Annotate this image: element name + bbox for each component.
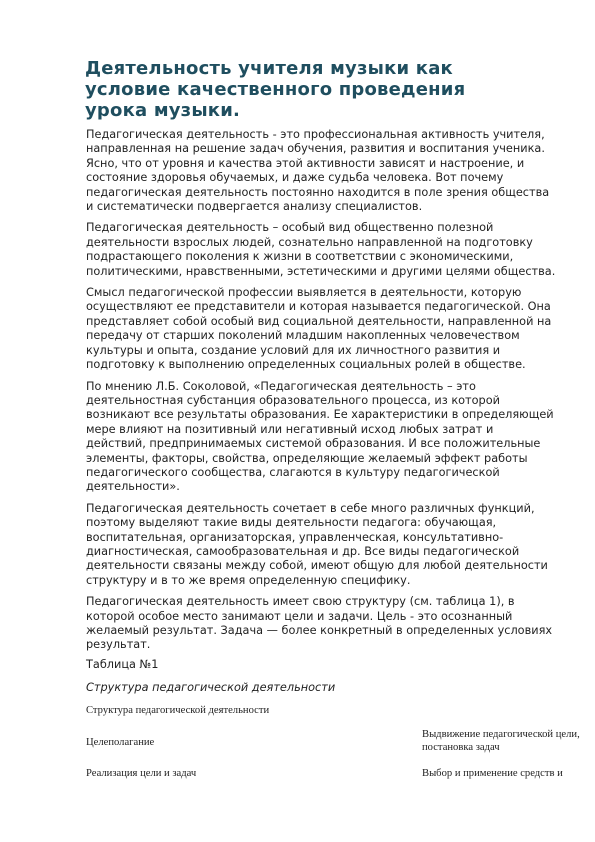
paragraph: Педагогическая деятельность имеет свою структуру (см. таблица 1), в которой особое место занимают цели и задачи. Цель - это осознанный желаемый результат. Задача — более конкретный в определенных условиях результат. xyxy=(86,595,553,652)
table-title: Структура педагогической деятельности xyxy=(86,705,270,716)
table-cell-line: Выдвижение педагогической цели, xyxy=(422,729,580,740)
table-number-label: Таблица №1 xyxy=(86,658,159,671)
table-cell-goal-setting: Целеполагание xyxy=(86,737,155,748)
table-cell-goal-setting-desc xyxy=(422,728,595,754)
paragraph: Педагогическая деятельность - это профессиональная активность учителя, направленная на решение задач обучения, развития и воспитания ученика. Ясно, что от уровня и качества этой активности зависят и настроение, и состояние здоровья обучаемых, и даже судьба человека. Вот почему педагогическая деятельность постоянно находится в поле зрения общества и систематически подвергается анализу специалистов. xyxy=(86,128,550,214)
paragraph: Смысл педагогической профессии выявляется в деятельности, которую осуществляют ее представители и которая называется педагогической. Она представляет собой особый вид социальной деятельности, направленной на передачу от старших поколений младшим накопленных человечеством культуры и опыта, создание условий для их личностного развития и подготовку к выполнению определенных социальных ролей в обществе. xyxy=(86,286,552,372)
table-cell-line: постановка задач xyxy=(422,742,500,753)
paragraph: Педагогическая деятельность сочетает в себе много различных функций, поэтому выделяют такие виды деятельности педагога: обучающая, воспитательная, организаторская, управленческая, консультативно-диагностическая, самообразовательная и др. Все виды педагогической деятельности связаны между собой, имеют общую для любой деятельности структуру и в то же время определенную специфику. xyxy=(86,501,548,587)
body-text xyxy=(86,128,556,660)
table-cell-implementation-desc: Выбор и применение средств и xyxy=(422,768,563,779)
document-title: Деятельность учителя музыки как условие качественного проведения урока музыки. xyxy=(85,58,466,121)
table-caption: Структура педагогической деятельности xyxy=(86,681,336,694)
paragraph: Педагогическая деятельность – особый вид общественно полезной деятельности взрослых людей, сознательно направленной на подготовку подрастающего поколения к жизни в соответствии с экономическими, политическими, нравственными, эстетическими и другими целями общества. xyxy=(86,221,556,278)
paragraph: По мнению Л.Б. Соколовой, «Педагогическая деятельность – это деятельностная субстанция образовательного процесса, из которой возникают все результаты образования. Ее характеристики в определяющей мере влияют на позитивный или негативный исход любых затрат и действий, предпринимаемых системой образования. И все положительные элементы, факторы, свойства, определяющие желаемый эффект работы педагогического сообщества, слагаются в культуру педагогической деятельности». xyxy=(86,379,554,494)
table-cell-implementation: Реализация цели и задач xyxy=(86,768,197,779)
